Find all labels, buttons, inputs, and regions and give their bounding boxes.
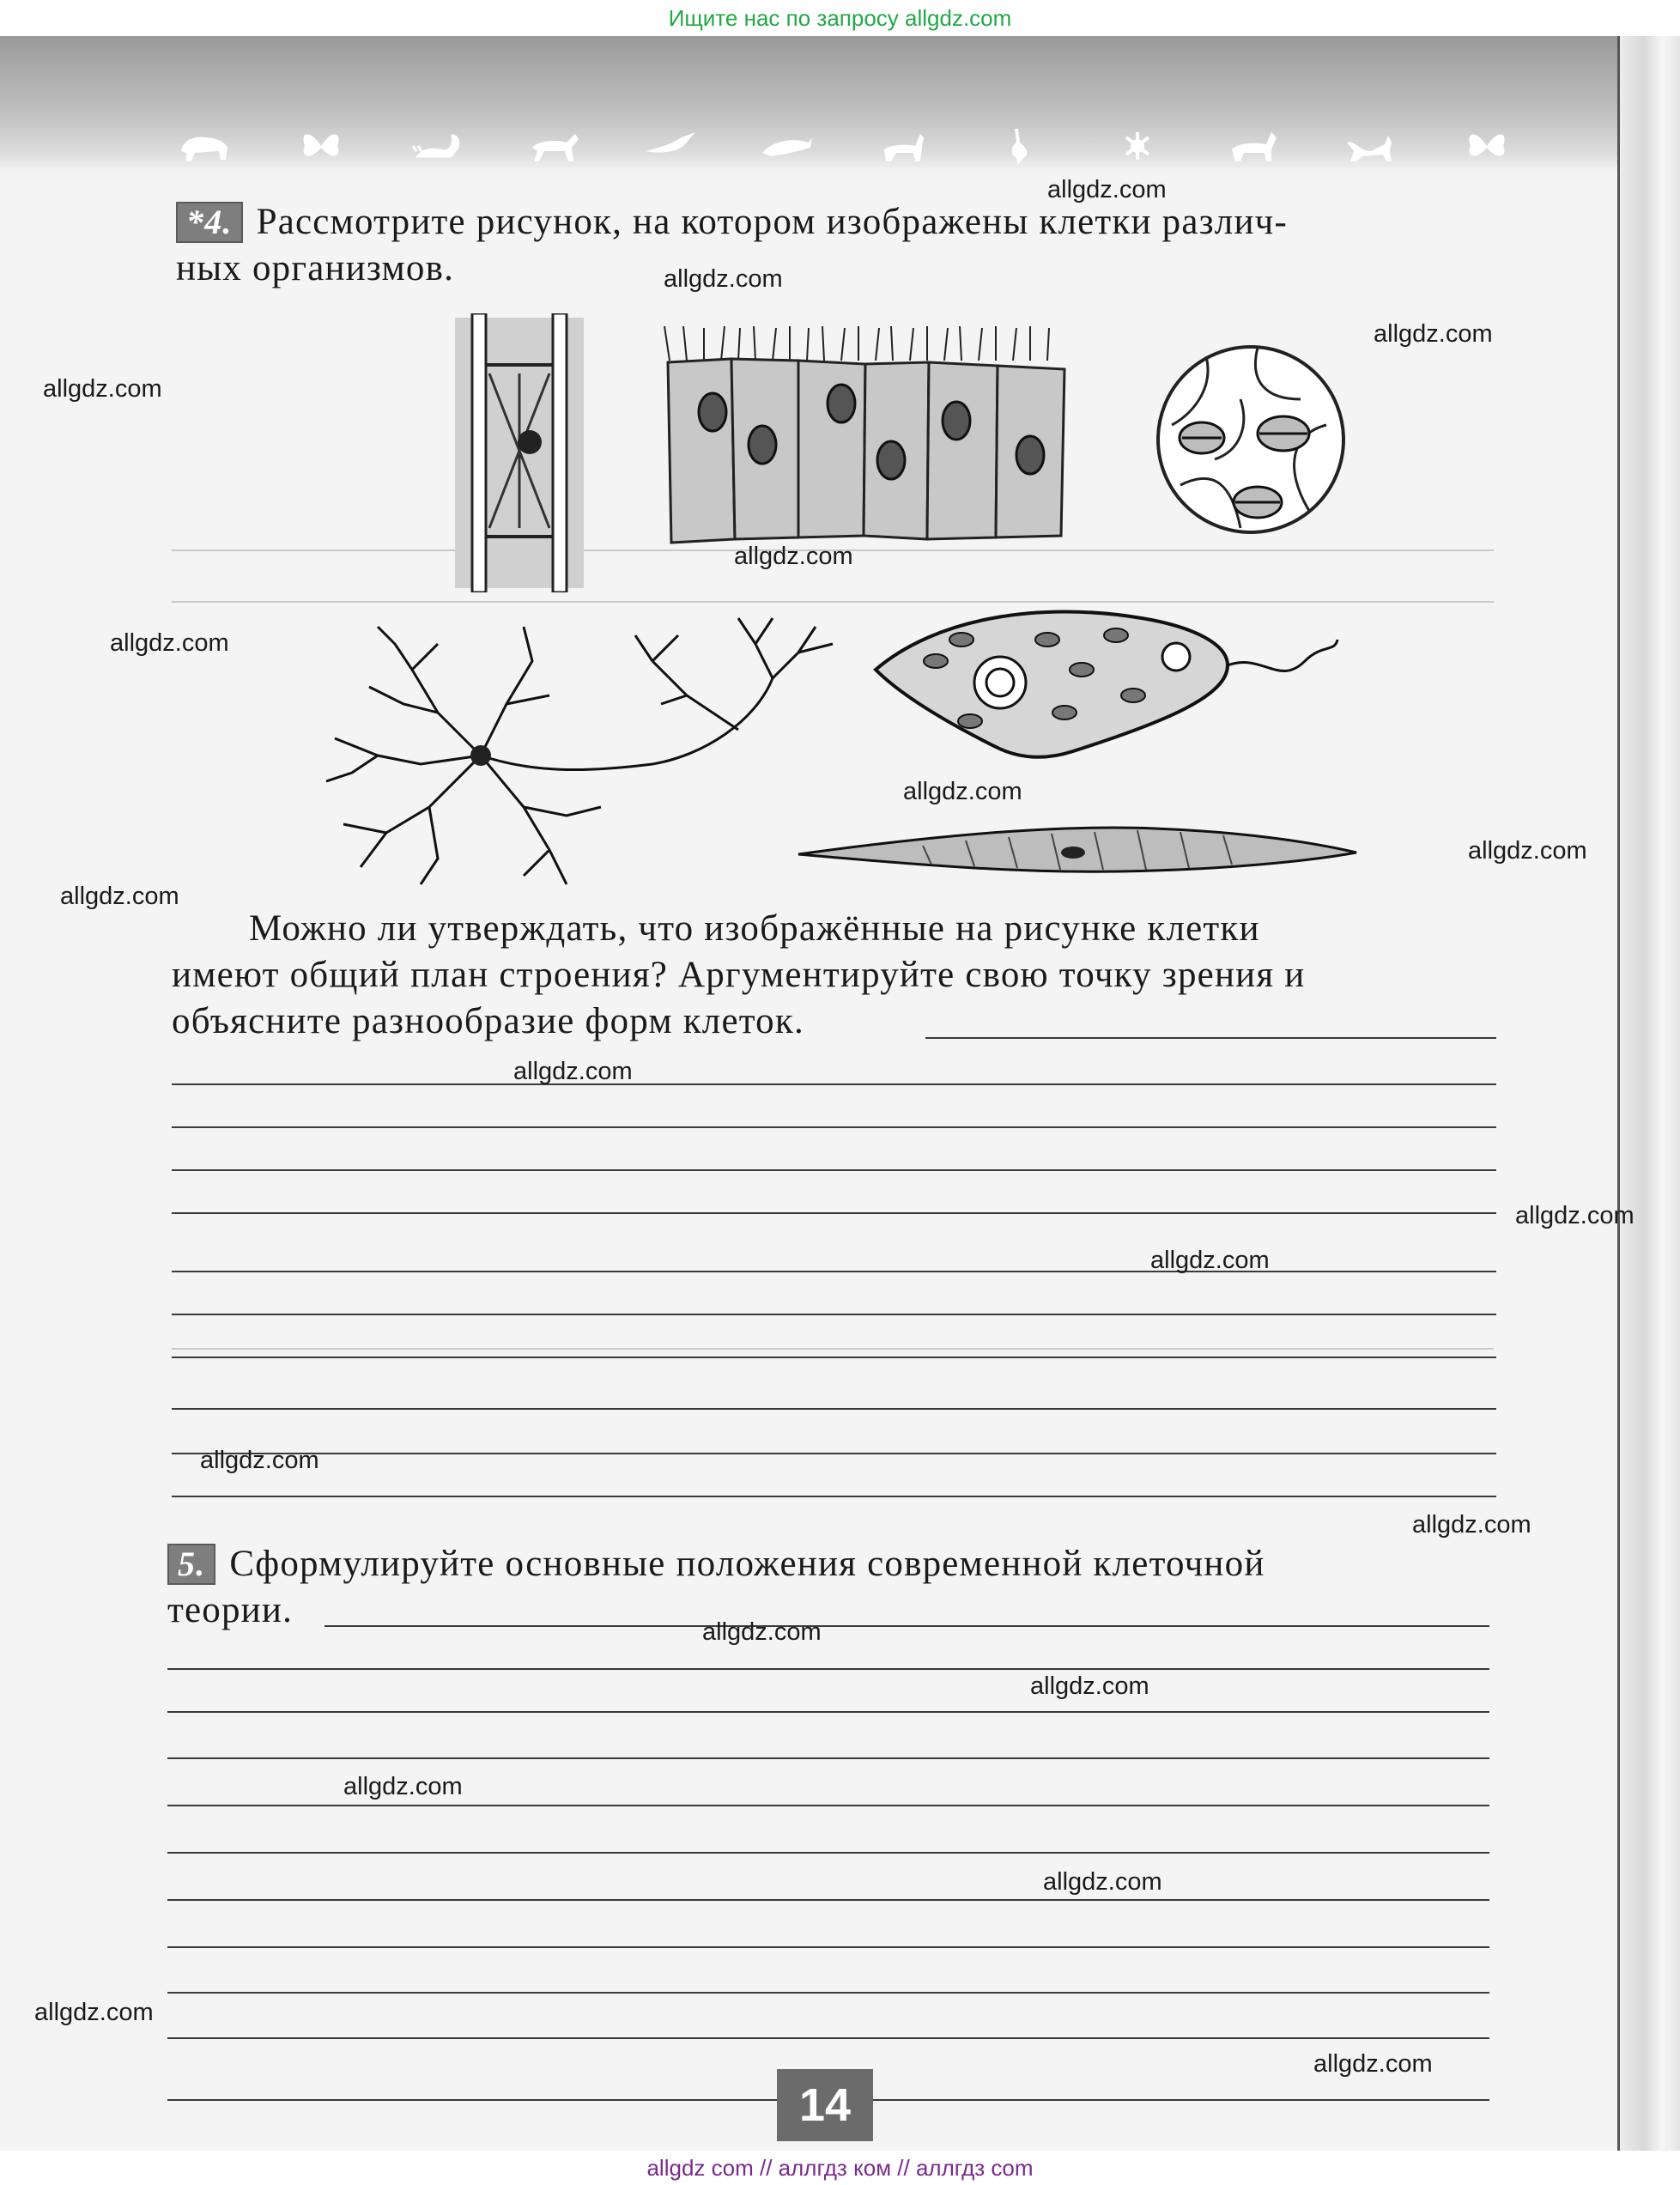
bison-icon bbox=[176, 125, 233, 167]
answer-line[interactable] bbox=[167, 1992, 1489, 1994]
heron-icon bbox=[992, 125, 1049, 167]
task4-question-line3: объясните разнообразие форм клеток. bbox=[172, 1001, 804, 1041]
watermark: allgdz.com bbox=[734, 543, 853, 570]
horse-icon bbox=[525, 125, 582, 167]
watermark: allgdz.com bbox=[1374, 320, 1493, 348]
task4-question-line2: имеют общий план строения? Аргументируйте свою точку зрения и bbox=[172, 955, 1306, 995]
watermark: allgdz.com bbox=[200, 1447, 319, 1474]
watermark: allgdz.com bbox=[43, 375, 162, 403]
task4-intro bbox=[176, 199, 1502, 292]
deer-icon bbox=[876, 125, 932, 167]
answer-line[interactable] bbox=[324, 1625, 1489, 1627]
task5-badge: 5. bbox=[167, 1544, 215, 1585]
watermark: allgdz.com bbox=[1043, 1868, 1162, 1896]
watermark: allgdz.com bbox=[513, 1058, 633, 1085]
watermark: allgdz.com bbox=[343, 1773, 463, 1800]
answer-line[interactable] bbox=[172, 1496, 1496, 1497]
watermark: allgdz.com bbox=[1412, 1511, 1531, 1539]
answer-line[interactable] bbox=[167, 1757, 1489, 1759]
butterfly-icon bbox=[293, 125, 349, 167]
cat-icon bbox=[1342, 125, 1398, 167]
answer-line[interactable] bbox=[172, 1357, 1496, 1358]
answer-line[interactable] bbox=[172, 1408, 1496, 1410]
answer-line[interactable] bbox=[172, 1169, 1496, 1171]
ghost-line bbox=[172, 1348, 1494, 1350]
answer-line[interactable] bbox=[167, 1711, 1489, 1713]
watermark: allgdz.com bbox=[1515, 1202, 1635, 1229]
task4-badge: *4. bbox=[176, 202, 243, 243]
bottom-banner[interactable]: allgdz com // аллгдз ком // аллгдз com bbox=[0, 2151, 1680, 2185]
answer-line[interactable] bbox=[167, 1946, 1489, 1948]
task5-text bbox=[167, 1541, 1494, 1634]
task4-intro-line2: ных организмов. bbox=[176, 248, 455, 288]
watermark: allgdz.com bbox=[1150, 1247, 1270, 1274]
watermark: allgdz.com bbox=[664, 265, 783, 293]
euglena-icon bbox=[867, 601, 1343, 764]
top-banner[interactable]: Ищите нас по запросу allgdz.com bbox=[668, 5, 1012, 31]
task4-intro-line1: Рассмотрите рисунок, на котором изображены клетки различ- bbox=[256, 202, 1289, 242]
butterfly-icon-2 bbox=[1459, 125, 1515, 167]
ciliated-epithelium-icon bbox=[661, 326, 1069, 545]
task4-question-line1: Можно ли утверждать, что изображённые на рисунке клетки bbox=[249, 908, 1260, 949]
answer-line[interactable] bbox=[925, 1037, 1496, 1039]
dolphin-icon bbox=[759, 125, 816, 167]
answer-line[interactable] bbox=[172, 1212, 1496, 1214]
animal-strip bbox=[176, 120, 1515, 172]
answer-line[interactable] bbox=[172, 1314, 1496, 1315]
task5-line2: теории. bbox=[167, 1590, 294, 1630]
answer-line[interactable] bbox=[172, 1126, 1496, 1128]
task4-question bbox=[172, 906, 1498, 1045]
plant-cell-icon bbox=[446, 313, 592, 592]
watermark: allgdz.com bbox=[903, 778, 1022, 805]
answer-line[interactable] bbox=[167, 1805, 1489, 1806]
answer-line[interactable] bbox=[167, 1899, 1489, 1901]
answer-line[interactable] bbox=[172, 1271, 1496, 1272]
scorpion-icon bbox=[409, 125, 466, 167]
neuron-icon bbox=[309, 610, 850, 893]
task5-line1: Сформулируйте основные положения современной клеточной bbox=[229, 1544, 1265, 1584]
page-number: 14 bbox=[777, 2069, 873, 2141]
answer-line[interactable] bbox=[172, 1083, 1496, 1085]
watermark: allgdz.com bbox=[1313, 2050, 1433, 2078]
answer-line[interactable] bbox=[167, 1852, 1489, 1854]
answer-line[interactable] bbox=[172, 1453, 1496, 1454]
watermark: allgdz.com bbox=[110, 629, 229, 657]
insect-icon bbox=[1109, 125, 1166, 167]
watermark: allgdz.com bbox=[34, 1999, 154, 2026]
bird-icon bbox=[642, 125, 699, 167]
goat-icon bbox=[1225, 125, 1282, 167]
watermark: allgdz.com bbox=[1030, 1672, 1149, 1700]
page-edge bbox=[1617, 36, 1680, 2157]
answer-line[interactable] bbox=[167, 1668, 1489, 1670]
watermark: allgdz.com bbox=[60, 883, 179, 910]
watermark: allgdz.com bbox=[1468, 837, 1587, 865]
smooth-muscle-cell-icon bbox=[794, 820, 1361, 880]
answer-line[interactable] bbox=[167, 2037, 1489, 2039]
watermark: allgdz.com bbox=[1047, 176, 1167, 203]
leaf-stomata-icon bbox=[1155, 339, 1348, 541]
watermark: allgdz.com bbox=[702, 1618, 822, 1646]
